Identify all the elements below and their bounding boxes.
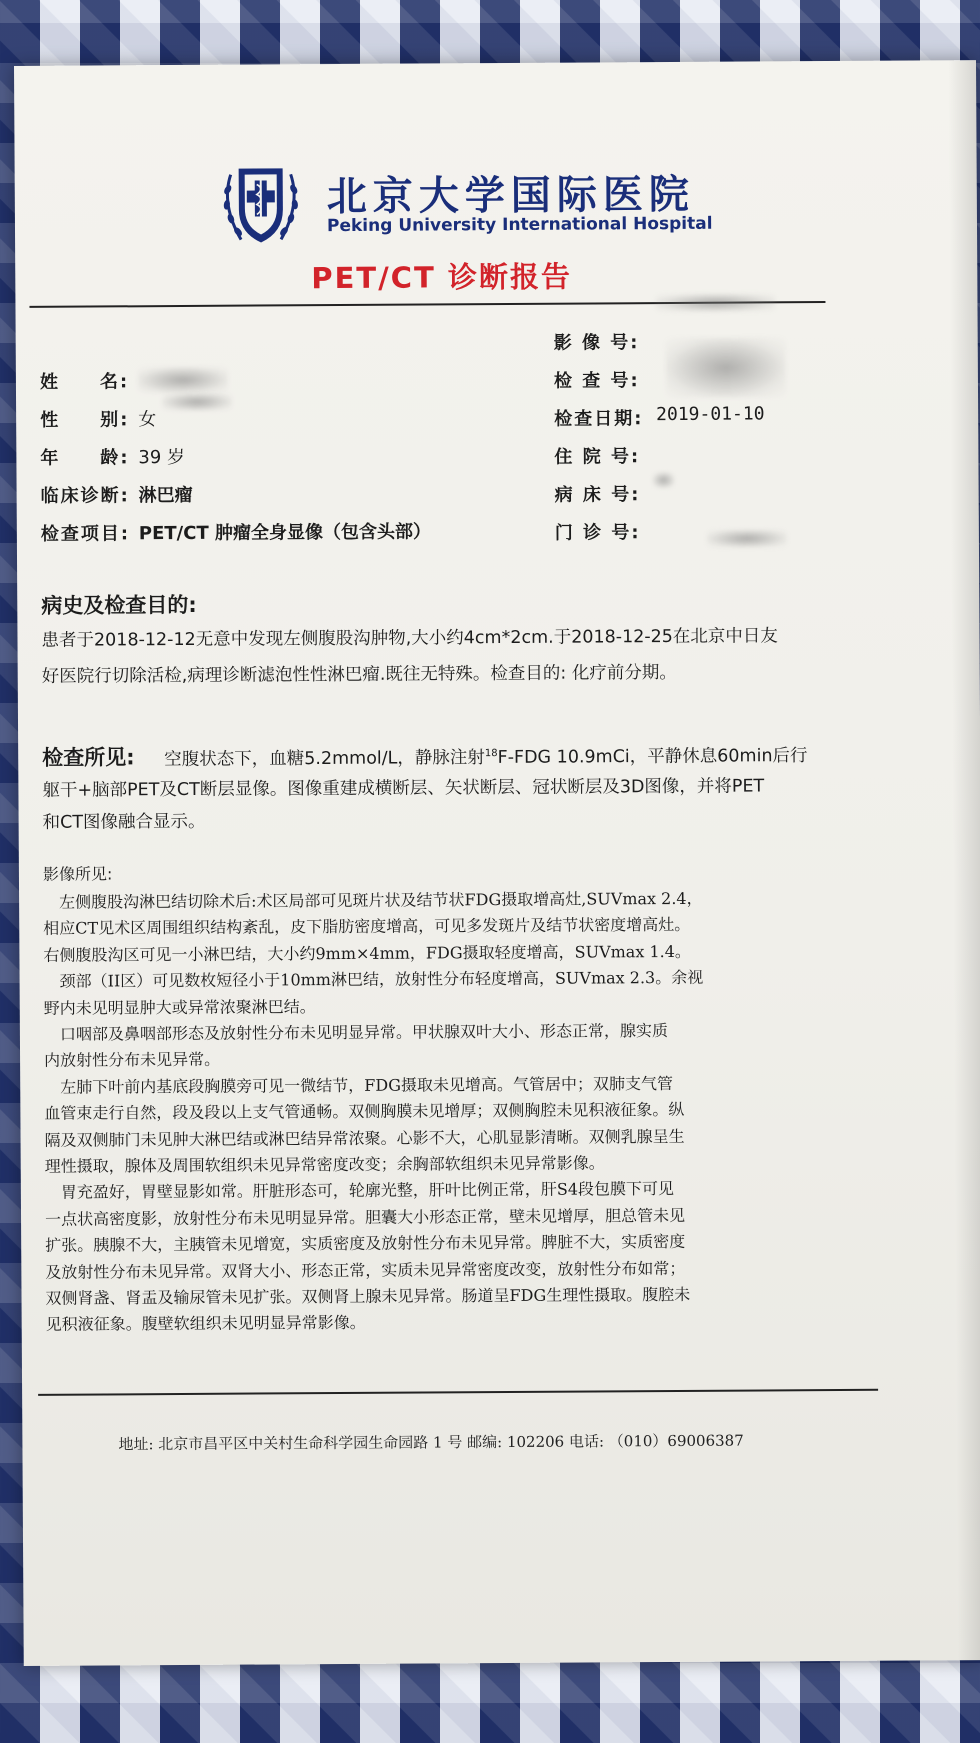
imaging-line: 左侧腹股沟淋巴结切除术后:术区局部可见斑片状及结节状FDG摄取增高灶,SUVmax 2.4， [43,888,703,912]
redacted-image-no [655,293,775,312]
redacted-exam-no [666,337,786,398]
imaging-line: 双侧肾盏、肾盂及输尿管未见扩张。双侧肾上腺未见异常。肠道呈FDG生理性摄取。腹腔未 [45,1284,691,1308]
bed-no-label: 病 床 号: [554,484,641,506]
exam-item-label: 检查项目: [40,523,131,545]
findings-line-2: 躯干+脑部PET及CT断层显像。图像重建成横断层、矢状断层、冠状断层及3D图像，并将PET [42,776,765,801]
imaging-line: 左肺下叶前内基底段胸膜旁可见一微结节，FDG摄取未见增高。气管居中；双肺支气管 [44,1073,674,1097]
inpatient-no-label: 住 院 号: [554,446,641,468]
image-no-label: 影 像 号: [553,332,640,354]
findings-title: 检查所见: [42,745,135,770]
outpatient-no-label: 门 诊 号: [554,522,641,544]
findings-line-1-pre: 空腹状态下，血糖5.2mmol/L，静脉注射 [164,747,485,770]
name-label: 姓 名: [39,371,130,393]
imaging-line: 一点状高密度影，放射性分布未见明显异常。胆囊大小形态正常，壁未见增厚，胆总管未见 [44,1205,686,1229]
exam-no-label: 检 查 号: [553,370,640,392]
imaging-line: 口咽部及鼻咽部形态及放射性分布未见明显异常。甲状腺双叶大小、形态正常，腺实质 [43,1021,668,1044]
imaging-line: 扩张。胰腺不大，主胰管未见增宽，实质密度及放射性分布未见异常。脾脏不大，实质密度 [45,1232,686,1256]
sex-label: 性 别: [40,409,130,431]
findings-line-3: 和CT图像融合显示。 [42,811,206,833]
sex-value: 女 [138,409,157,431]
hospital-name-en: Peking University International Hospital [326,213,713,237]
age-value: 39 岁 [138,446,186,469]
redacted-outpatient-no [707,529,787,547]
report-title: PET/CT 诊断报告 [311,259,573,296]
imaging-title: 影像所见: [42,864,113,884]
report-paper [14,60,980,1666]
redacted-name [138,367,228,394]
diagnosis-value: 淋巴瘤 [138,484,193,507]
exam-item-value: PET/CT 肿瘤全身显像（包含头部） [138,521,432,545]
age-label: 年 龄: [40,447,130,469]
history-line-2: 好医院行切除活检,病理诊断滤泡性性淋巴瘤.既往无特殊。检查目的: 化疗前分期。 [41,662,677,687]
diagnosis-label: 临床诊断: [40,485,130,507]
footer-address: 地址: 北京市昌平区中关村生命科学园生命园路 1 号 邮编: 102206 电话: （010）69006387 [118,1431,744,1454]
hospital-name-cn: 北京大学国际医院 [326,170,695,221]
imaging-line: 野内未见明显肿大或异常浓聚淋巴结。 [43,996,316,1018]
imaging-line: 理性摄取，腺体及周围软组织未见异常密度改变；余胸部软组织未见异常影像。 [44,1153,605,1176]
exam-date-value: 2019-01-10 [656,403,765,426]
imaging-line: 血管束走行自然，段及段以上支气管通畅。双侧胸膜未见增厚；双侧胸腔未见积液征象。纵 [44,1100,685,1124]
history-line-1: 患者于2018-12-12无意中发现左侧腹股沟肿物,大小约4cm*2cm.于2018-12-25在北京中日友 [41,626,778,651]
imaging-line: 及放射性分布未见异常。双肾大小、形态正常，实质未见异常密度改变，放射性分布如常； [45,1258,686,1282]
imaging-line: 隔及双侧肺门未见肿大淋巴结或淋巴结异常浓聚。心影不大，心肌显影清晰。双侧乳腺呈生 [44,1126,685,1150]
imaging-line: 右侧腹股沟区可见一小淋巴结，大小约9mm×4mm，FDG摄取轻度增高，SUVmax 1.4。 [43,941,691,965]
imaging-line: 见积液征象。腹壁软组织未见明显异常影像。 [45,1313,366,1335]
imaging-line: 颈部（II区）可见数枚短径小于10mm淋巴结，放射性分布轻度增高，SUVmax 2.3。余视 [43,967,704,992]
imaging-line: 内放射性分布未见异常。 [44,1050,221,1071]
exam-date-label: 检查日期: [554,408,644,430]
history-title: 病史及检查目的: [41,592,197,618]
imaging-line: 胃充盈好，胃壁显影如常。肝脏形态可，轮廓光整，肝叶比例正常，肝S4段包膜下可见 [44,1179,675,1203]
footer-divider [38,1389,878,1396]
redacted-bed-no [652,472,674,488]
findings-line-1-post: F-FDG 10.9mCi，平静休息60min后行 [497,745,808,768]
isotope-mass-number: 18 [484,748,498,760]
imaging-line: 相应CT见术区周围组织结构紊乱，皮下脂肪密度增高，可见多发斑片及结节状密度增高灶。 [43,915,691,939]
findings-line-1 [164,737,807,775]
redacted-mark [162,393,232,411]
hospital-logo-icon [211,154,312,255]
